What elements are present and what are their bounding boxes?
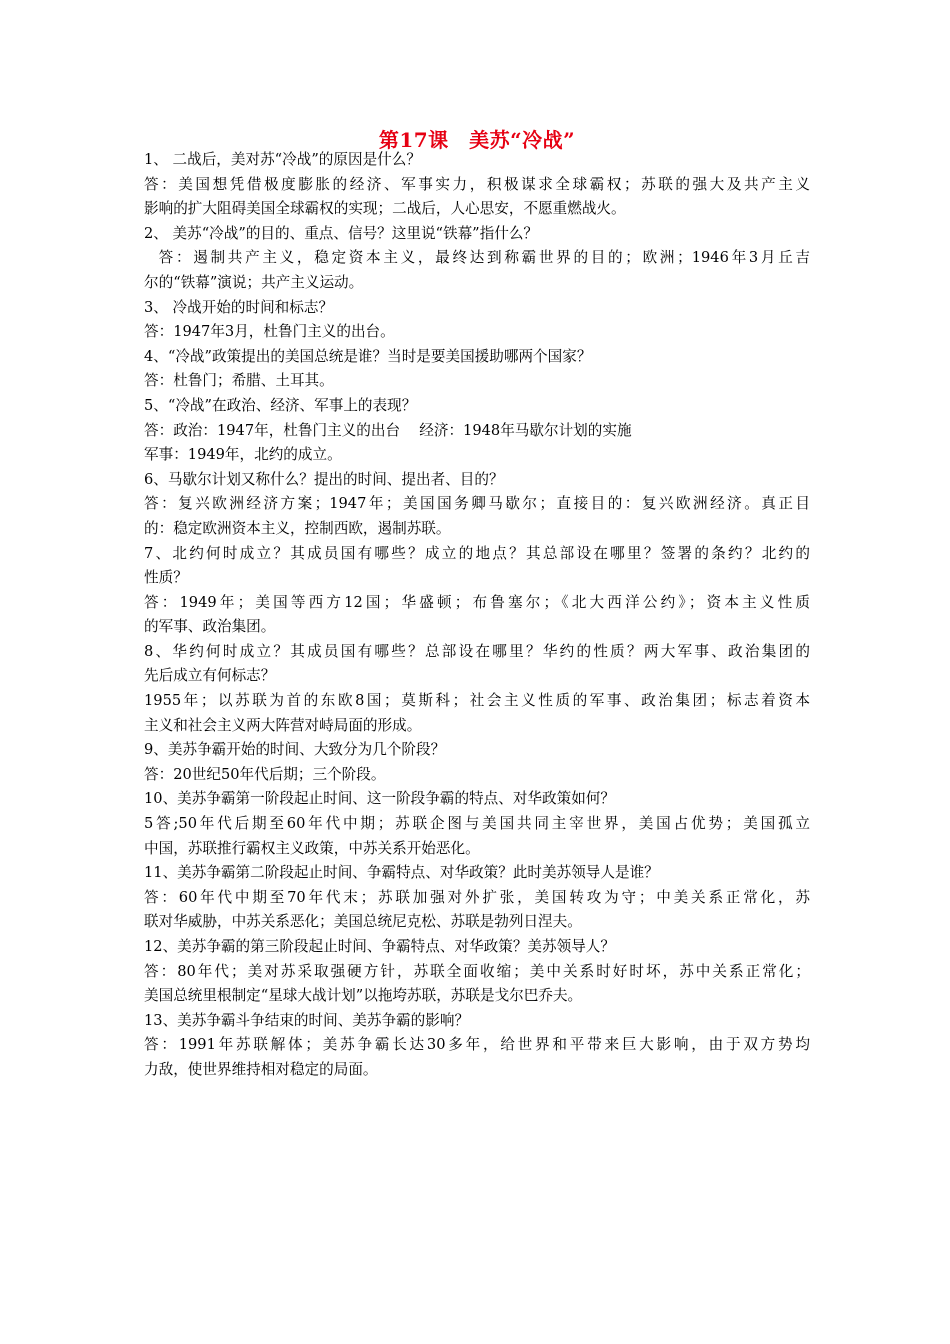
text-line: 7、北约何时成立？其成员国有哪些？成立的地点？其总部设在哪里？签署的条约？北约的 (144, 544, 810, 562)
text-line: 中国，苏联推行霸权主义政策，中苏关系开始恶化。 (144, 839, 480, 857)
text-line: 军事：1949年，北约的成立。 (144, 446, 342, 464)
text-line: 13、美苏争霸斗争结束的时间、美苏争霸的影响？ (144, 1011, 470, 1029)
text-line: 答：1947年3月，杜鲁门主义的出台。 (144, 323, 395, 341)
text-line: 影响的扩大阻碍美国全球霸权的实现；二战后，人心思安，不愿重燃战火。 (144, 200, 626, 218)
text-line: 答：1949年；美国等西方12国；华盛顿；布鲁塞尔；《北大西洋公约》；资本主义性质 (144, 593, 810, 611)
text-line: 尔的“铁幕”演说；共产主义运动。 (144, 273, 364, 291)
text-line: 8、华约何时成立？其成员国有哪些？总部设在哪里？华约的性质？两大军事、政治集团的 (144, 642, 810, 660)
text-line: 答：政治：1947年，杜鲁门主义的出台 经济：1948年马歇尔计划的实施 (144, 421, 632, 439)
text-line: 4、“冷战”政策提出的美国总统是谁？当时是要美国援助哪两个国家？ (144, 347, 592, 365)
text-line: 1、 二战后，美对苏“冷战”的原因是什么？ (144, 151, 421, 168)
text-line: 3、 冷战开始的时间和标志？ (144, 298, 334, 316)
text-line: 主义和社会主义两大阵营对峙局面的形成。 (144, 716, 422, 734)
text-line: 美国总统里根制定“星球大战计划”以拖垮苏联，苏联是戈尔巴乔夫。 (144, 987, 583, 1005)
text-line: 9、美苏争霸开始的时间、大致分为几个阶段？ (144, 741, 446, 759)
question-answer-list (144, 148, 810, 1083)
text-line: 答：1991年苏联解体；美苏争霸长达30多年，给世界和平带来巨大影响，由于双方势均 (144, 1036, 810, 1054)
text-line: 答：杜鲁门；希腊、土耳其。 (144, 372, 334, 390)
text-line: 答：80年代；美对苏采取强硬方针，苏联全面收缩；美中关系时好时坏，苏中关系正常化； (144, 962, 810, 980)
text-line: 答：遏制共产主义，稳定资本主义，最终达到称霸世界的目的；欧洲；1946年3月丘吉 (144, 249, 810, 267)
text-line: 的军事、政治集团。 (144, 618, 276, 636)
text-line: 答：20世纪50年代后期；三个阶段。 (144, 765, 386, 783)
text-line: 5答;50年代后期至60年代中期；苏联企图与美国共同主宰世界，美国占优势；美国孤立 (144, 815, 810, 833)
text-line: 5、“冷战”在政治、经济、军事上的表现？ (144, 396, 417, 414)
lesson-title: 第17课 美苏“冷战” (378, 128, 576, 152)
text-line: 的：稳定欧洲资本主义，控制西欧，遏制苏联。 (144, 519, 451, 537)
text-line: 力敌，使世界维持相对稳定的局面。 (144, 1060, 378, 1078)
text-line: 性质？ (144, 569, 188, 587)
text-line: 6、马歇尔计划又称什么？提出的时间、提出者、目的？ (144, 470, 504, 488)
text-line: 联对华威胁，中苏关系恶化；美国总统尼克松、苏联是勃列日涅夫。 (144, 913, 582, 931)
text-line: 1955年；以苏联为首的东欧8国；莫斯科；社会主义性质的军事、政治集团；标志着资本 (144, 692, 810, 710)
text-line: 12、美苏争霸的第三阶段起止时间、争霸特点、对华政策？美苏领导人？ (144, 938, 615, 955)
text-line: 2、 美苏“冷战”的目的、重点、信号？这里说“铁幕”指什么？ (144, 224, 539, 242)
text-line: 11、美苏争霸第二阶段起止时间、争霸特点、对华政策？此时美苏领导人是谁？ (144, 864, 659, 882)
text-line: 答：美国想凭借极度膨胀的经济、军事实力，积极谋求全球霸权；苏联的强大及共产主义 (144, 175, 810, 193)
text-line: 10、美苏争霸第一阶段起止时间、这一阶段争霸的特点、对华政策如何？ (144, 790, 615, 808)
text-line: 答：复兴欧洲经济方案；1947年；美国国务卿马歇尔；直接目的：复兴欧洲经济。真正目 (144, 495, 810, 513)
text-line: 答：60年代中期至70年代末；苏联加强对外扩张，美国转攻为守；中美关系正常化，苏 (144, 888, 810, 906)
text-line: 先后成立有何标志？ (144, 667, 276, 685)
